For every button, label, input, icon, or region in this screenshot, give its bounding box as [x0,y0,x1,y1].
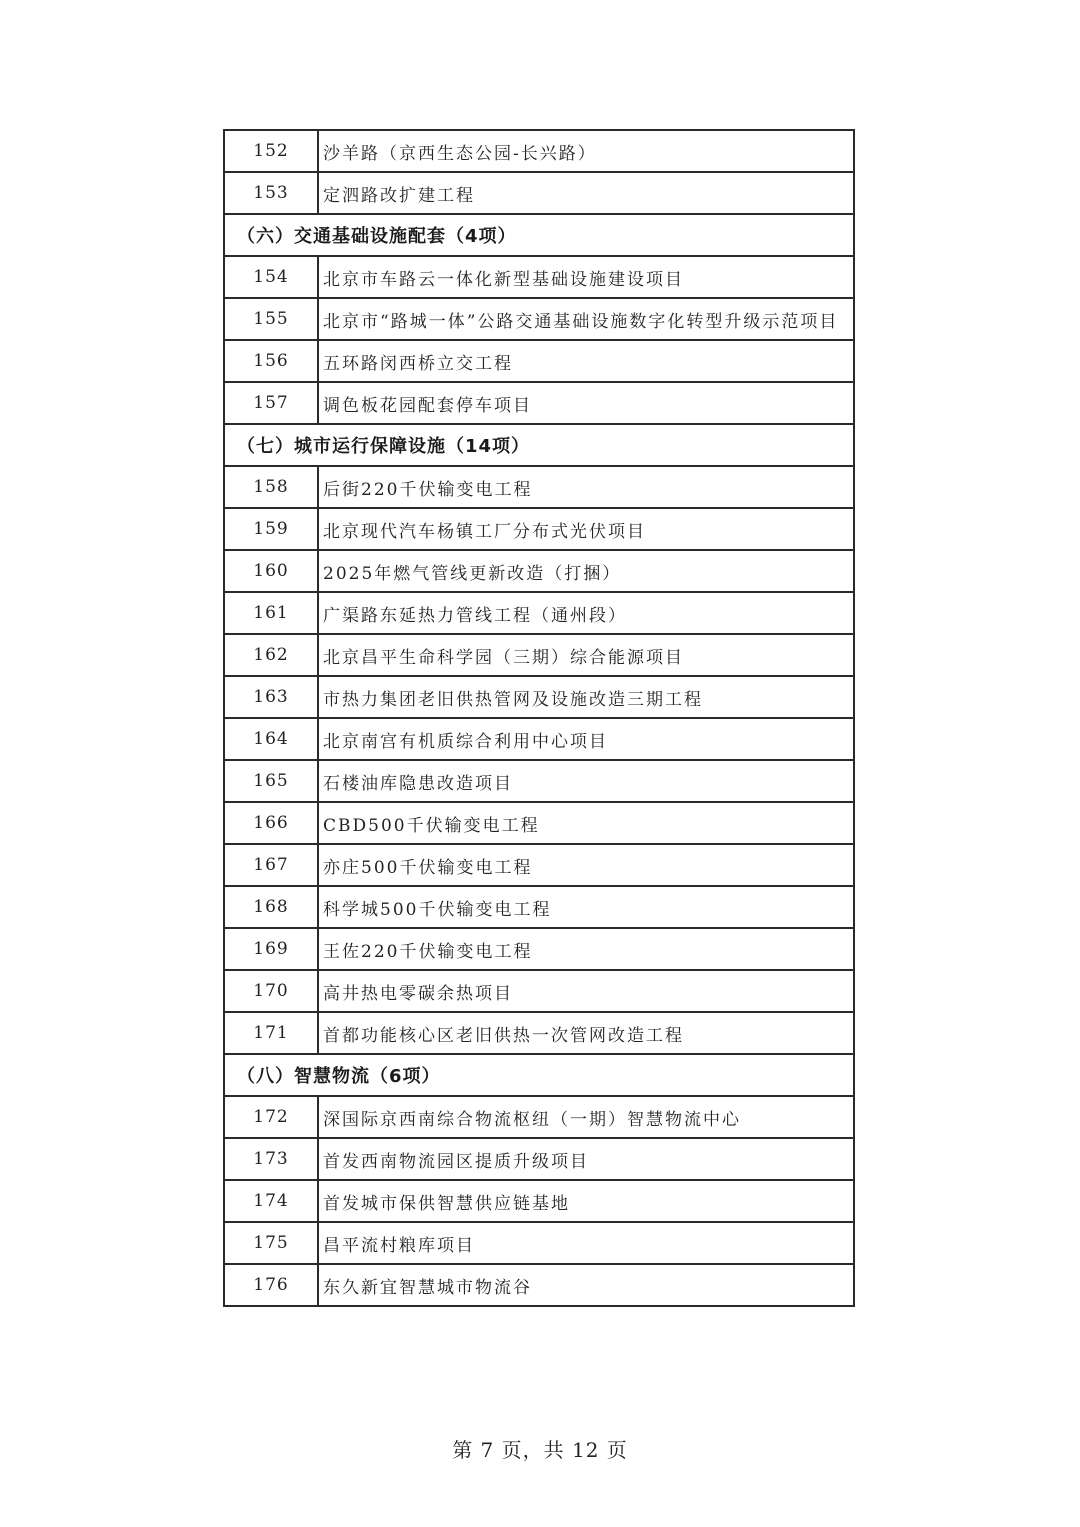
table-row [224,340,854,382]
row-number-cell: 158 [224,466,318,508]
row-number-cell: 162 [224,634,318,676]
table-row [224,844,854,886]
project-name-cell: CBD500千伏输变电工程 [318,802,854,844]
project-name-cell: 首发城市保供智慧供应链基地 [318,1180,854,1222]
row-number-cell: 168 [224,886,318,928]
project-name-cell: 2025年燃气管线更新改造（打捆） [318,550,854,592]
section-header-row [224,1054,854,1096]
project-name-cell: 亦庄500千伏输变电工程 [318,844,854,886]
table-row [224,592,854,634]
table-row [224,1096,854,1138]
row-number-cell: 171 [224,1012,318,1054]
section-title: （六）交通基础设施配套（4项） [224,214,854,256]
table-row [224,466,854,508]
table-row [224,760,854,802]
row-number-cell: 172 [224,1096,318,1138]
project-name-cell: 昌平流村粮库项目 [318,1222,854,1264]
row-number-cell: 167 [224,844,318,886]
table-row [224,634,854,676]
section-title: （八）智慧物流（6项） [224,1054,854,1096]
table-row [224,1222,854,1264]
row-number-cell: 174 [224,1180,318,1222]
project-name-cell: 北京市“路城一体”公路交通基础设施数字化转型升级示范项目 [318,298,854,340]
table-row [224,508,854,550]
project-name-cell: 沙羊路（京西生态公园-长兴路） [318,130,854,172]
project-name-cell: 高井热电零碳余热项目 [318,970,854,1012]
row-number-cell: 166 [224,802,318,844]
row-number-cell: 159 [224,508,318,550]
project-name-cell: 广渠路东延热力管线工程（通州段） [318,592,854,634]
project-name-cell: 北京市车路云一体化新型基础设施建设项目 [318,256,854,298]
project-name-cell: 调色板花园配套停车项目 [318,382,854,424]
section-header-row [224,424,854,466]
row-number-cell: 164 [224,718,318,760]
row-number-cell: 160 [224,550,318,592]
table-row [224,970,854,1012]
project-name-cell: 科学城500千伏输变电工程 [318,886,854,928]
project-name-cell: 后街220千伏输变电工程 [318,466,854,508]
row-number-cell: 165 [224,760,318,802]
project-name-cell: 首都功能核心区老旧供热一次管网改造工程 [318,1012,854,1054]
table-row [224,382,854,424]
project-name-cell: 北京南宫有机质综合利用中心项目 [318,718,854,760]
table-row [224,1180,854,1222]
row-number-cell: 153 [224,172,318,214]
row-number-cell: 173 [224,1138,318,1180]
row-number-cell: 176 [224,1264,318,1306]
project-name-cell: 东久新宜智慧城市物流谷 [318,1264,854,1306]
project-table-body [224,130,854,1306]
table-row [224,676,854,718]
row-number-cell: 157 [224,382,318,424]
section-title: （七）城市运行保障设施（14项） [224,424,854,466]
row-number-cell: 163 [224,676,318,718]
row-number-cell: 154 [224,256,318,298]
project-name-cell: 首发西南物流园区提质升级项目 [318,1138,854,1180]
project-name-cell: 北京现代汽车杨镇工厂分布式光伏项目 [318,508,854,550]
row-number-cell: 156 [224,340,318,382]
page-number-footer: 第 7 页，共 12 页 [452,1438,628,1462]
row-number-cell: 170 [224,970,318,1012]
table-row [224,1138,854,1180]
project-name-cell: 五环路闵西桥立交工程 [318,340,854,382]
section-header-row [224,214,854,256]
row-number-cell: 152 [224,130,318,172]
project-name-cell: 市热力集团老旧供热管网及设施改造三期工程 [318,676,854,718]
row-number-cell: 175 [224,1222,318,1264]
project-name-cell: 北京昌平生命科学园（三期）综合能源项目 [318,634,854,676]
row-number-cell: 169 [224,928,318,970]
project-table [223,129,855,1307]
project-name-cell: 石楼油库隐患改造项目 [318,760,854,802]
table-row [224,550,854,592]
row-number-cell: 155 [224,298,318,340]
project-name-cell: 深国际京西南综合物流枢纽（一期）智慧物流中心 [318,1096,854,1138]
table-row [224,718,854,760]
project-name-cell: 定泗路改扩建工程 [318,172,854,214]
project-name-cell: 王佐220千伏输变电工程 [318,928,854,970]
table-row [224,886,854,928]
row-number-cell: 161 [224,592,318,634]
table-row [224,256,854,298]
table-row [224,928,854,970]
table-row [224,1012,854,1054]
table-row [224,130,854,172]
table-row [224,802,854,844]
table-row [224,172,854,214]
table-row [224,1264,854,1306]
table-row [224,298,854,340]
